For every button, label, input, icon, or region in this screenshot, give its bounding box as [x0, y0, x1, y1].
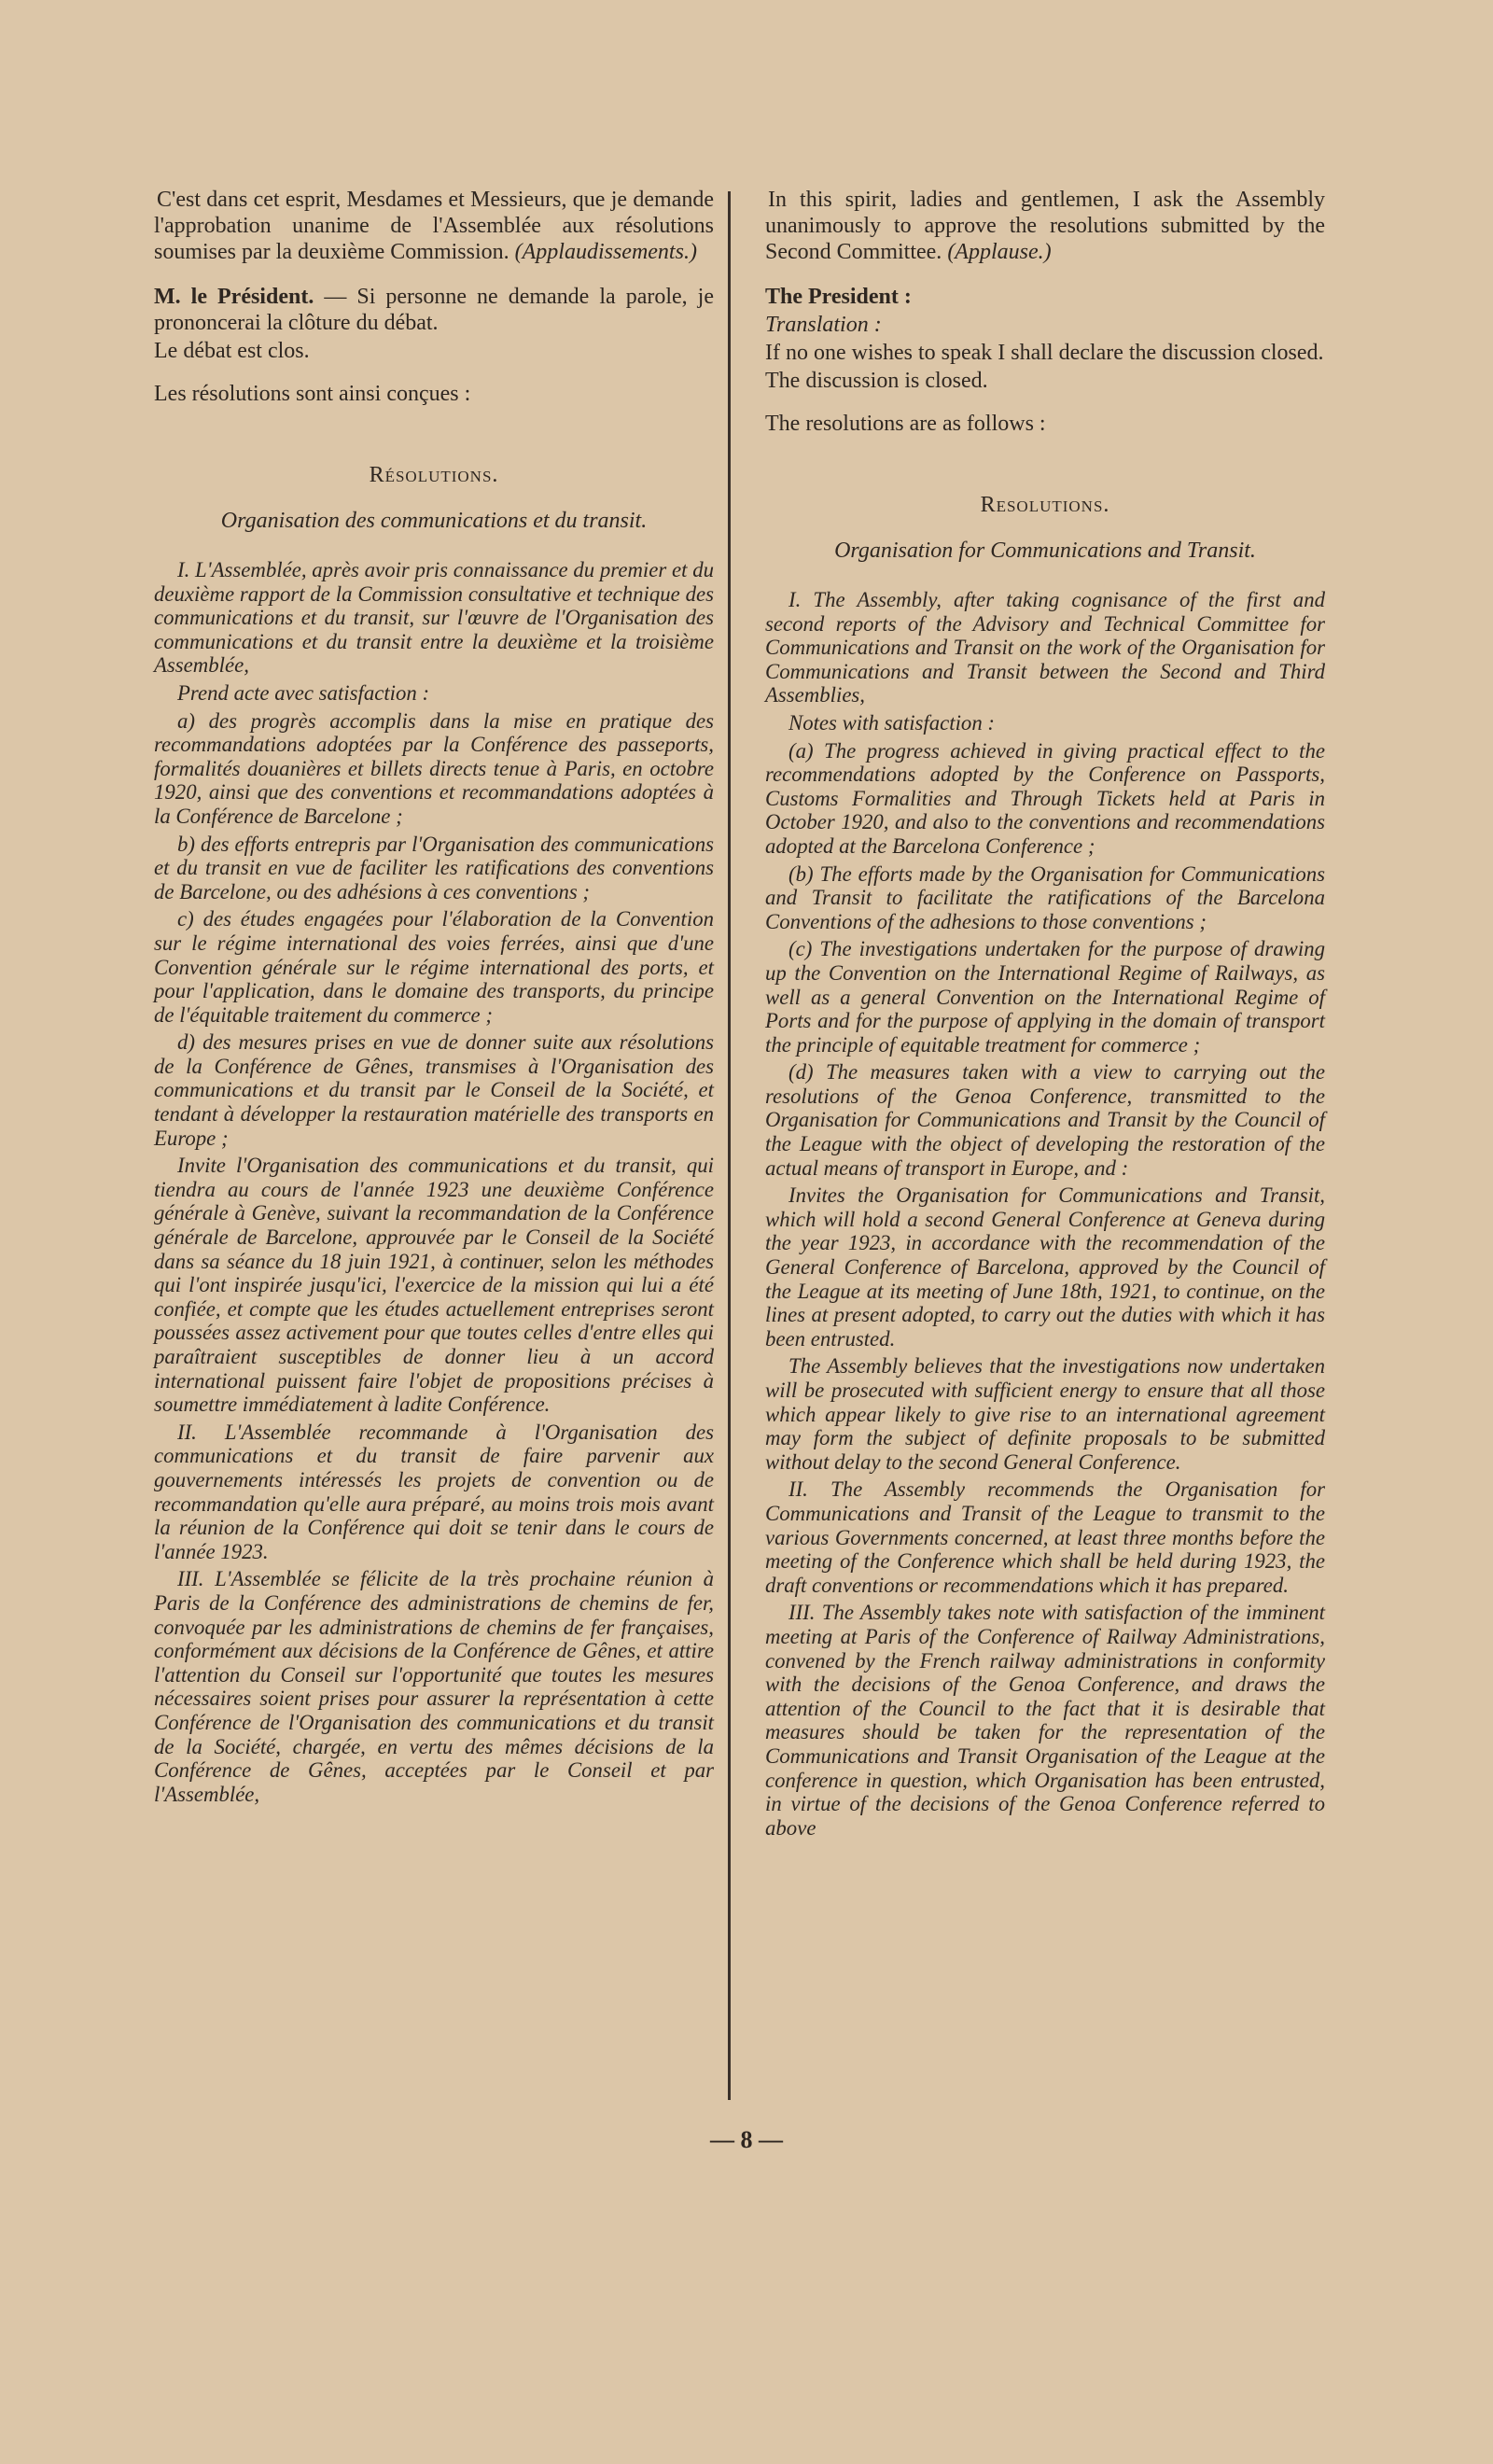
fr-resolution-paragraph: Invite l'Organisation des communications et du transit, qui tiendra au cours de l'année 1923 une deuxième Conférence générale à Genève, suivant la recommandation de la Conférence générale de Barcelone, approuvée par le Conseil de la Société dans sa séance du 18 juin 1921, à continuer, selon les méthodes qui l'ont inspirée jusqu'ici, l'exercice de la mission qui lui a été confiée, et compte que les études actuellement entreprises seront poussées assez activement pour que toutes celles d'entre elles qui paraîtraient susceptibles de donner lieu à un accord international puissent faire l'objet de propositions précises à soumettre immédiatement à ladite Conférence.	[154, 1154, 714, 1417]
fr-closed: Le débat est clos.	[154, 339, 310, 363]
fr-resolution-paragraph: II. L'Assemblée recommande à l'Organisation des communications et du transit de faire parvenir aux gouvernements intéressés les projets de convention ou de recommandation qu'elle aura préparé, au moins trois mois avant la réunion de la Conférence qui doit se tenir dans le cours de l'année 1923.	[154, 1420, 714, 1563]
en-resolution-paragraph: The Assembly believes that the investigations now undertaken will be prosecuted with sufficient energy to ensure that all those which appear likely to give rise to an international agreement may form the subject of definite proposals to be submitted without delay to the second General Conference.	[765, 1354, 1325, 1474]
en-resolution-paragraph: I. The Assembly, after taking cognisance of the first and second reports of the Advisory and Technical Committee for Communications and Transit on the work of the Organisation for Communications and Transit between the Second and Third Assemblies,	[765, 588, 1325, 707]
french-column	[154, 187, 714, 1810]
fr-president-label: M. le Président.	[154, 285, 314, 309]
fr-resolutions-body	[154, 558, 714, 1806]
fr-resolution-paragraph: b) des efforts entrepris par l'Organisation des communications et du transit en vue de faciliter les ratifications des conventions de Barcelone, ou des adhésions à ces conventions ;	[154, 832, 714, 903]
fr-resolution-paragraph: c) des études engagées pour l'élaboration de la Convention sur le régime international des voies ferrées, ainsi que d'une Convention générale sur le régime international des ports, et pour l'application, dans le domaine des transports, du principe de l'équitable traitement du commerce ;	[154, 907, 714, 1027]
fr-heading: Résolutions.	[369, 463, 499, 487]
fr-resolution-paragraph: a) des progrès accomplis dans la mise en pratique des recommandations adoptées par la Conférence des passeports, formalités douanières et billets directs tenue à Paris, en octobre 1920, ainsi que des conventions et recommandations adoptées à la Conférence de Barcelone ;	[154, 708, 714, 828]
en-resolution-paragraph: (a) The progress achieved in giving practical effect to the recommendations adopted by the Conference on Passports, Customs Formalities and Through Tickets held at Paris in October 1920, and also to the conventions and recommendations adopted at the Barcelona Conference ;	[765, 738, 1325, 858]
en-resolution-paragraph: (b) The efforts made by the Organisation for Communications and Transit to facilitate the ratifications of the Barcelona Conventions of the adhesions to those conventions ;	[765, 861, 1325, 933]
en-president-statement: If no one wishes to speak I shall declare the discussion closed.	[765, 341, 1324, 365]
fr-subheading: Organisation des communications et du transit.	[220, 509, 648, 533]
en-resolution-paragraph: Notes with satisfaction :	[788, 710, 996, 735]
en-president-block	[765, 284, 1325, 394]
en-closed: The discussion is closed.	[765, 369, 988, 393]
en-translation-label: Translation :	[765, 313, 882, 337]
en-resolution-paragraph: III. The Assembly takes note with satisfaction of the imminent meeting at Paris of the Conference of Railway Administrations, convened by the French railway administrations in conformity with the decisions of the Genoa Conference, and draws the attention of the Council to the fact that it is desirable that measures should be taken for the representation of the Communications and Transit Organisation of the League at the conference in question, which Organisation has been entrusted, in virtue of the decisions of the Genoa Conference referred to above	[765, 1601, 1325, 1840]
en-subheading: Organisation for Communications and Transit.	[834, 539, 1256, 563]
en-resolutions-body	[765, 588, 1325, 1840]
en-intro: In this spirit, ladies and gentlemen, I ask the Assembly unanimously to approve the resolutions submitted by the Second Committee. (Applause.)	[765, 188, 1325, 264]
fr-resolution-paragraph: III. L'Assemblée se félicite de la très prochaine réunion à Paris de la Conférence des administrations de chemins de fer, convoquée par les administrations de chemins de fer françaises, conformément aux décisions de la Conférence de Gênes, et attire l'attention du Conseil sur l'opportunité que toutes les mesures nécessaires soient prises pour assurer la représentation à cette Conférence de l'Organisation des communications et du transit de la Société, chargée, en vertu des mêmes décisions de la Conférence de Gênes, acceptées par le Conseil et par l'Assemblée,	[154, 1567, 714, 1806]
fr-president-block	[154, 284, 714, 364]
en-resolution-paragraph: (d) The measures taken with a view to carrying out the resolutions of the Genoa Conference, transmitted to the Organisation for Communications and Transit by the Council of the League with the object of developing the restoration of the actual means of transport in Europe, and :	[765, 1060, 1325, 1180]
fr-resolution-paragraph: d) des mesures prises en vue de donner suite aux résolutions de la Conférence de Gênes, transmises à l'Organisation des communications et du transit par le Conseil de la Société, et tendant à développer la restauration matérielle des transports en Europe ;	[154, 1030, 714, 1150]
english-column	[765, 187, 1325, 1843]
en-resolution-paragraph: II. The Assembly recommends the Organisation for Communications and Transit of the League to transmit to the various Governments concerned, at least three months before the meeting of the Conference which shall be held during 1923, the draft conventions or recommendations which it has prepared.	[765, 1477, 1325, 1597]
page-number: — 8 —	[710, 2126, 783, 2153]
column-divider	[728, 191, 731, 2100]
en-resolution-paragraph: (c) The investigations undertaken for the purpose of drawing up the Convention on the International Regime of Railways, as well as a general Convention on the International Regime of Ports and for the purpose of applying in the domain of transport the principle of equitable treatment for commerce ;	[765, 937, 1325, 1057]
fr-follows: Les résolutions sont ainsi conçues :	[154, 382, 471, 406]
fr-president-statement: M. le Président. — Si personne ne demande la parole, je prononcerai la clôture du débat.	[154, 285, 714, 335]
fr-resolution-paragraph: Prend acte avec satisfaction :	[177, 680, 430, 705]
en-heading: Resolutions.	[980, 493, 1110, 517]
en-follows: The resolutions are as follows :	[765, 412, 1046, 436]
en-resolution-paragraph: Invites the Organisation for Communications and Transit, which will hold a second General Conference at Geneva during the year 1923, in accordance with the recommendation of the General Conference of Barcelona, approved by the Council of the League at its meeting of June 18th, 1921, to continue, on the lines at present adopted, to carry out the duties with which it has been entrusted.	[765, 1183, 1325, 1351]
fr-intro: C'est dans cet esprit, Mesdames et Messieurs, que je demande l'approbation unanime de l'Assemblée aux résolutions soumises par la deuxième Commission. (Applaudissements.)	[154, 188, 714, 264]
en-president-label: The President :	[765, 285, 912, 309]
fr-resolution-paragraph: I. L'Assemblée, après avoir pris connaissance du premier et du deuxième rapport de la Commission consultative et technique des communications et du transit, sur l'œuvre de l'Organisation des communications et du transit entre la deuxième et la troisième Assemblée,	[154, 558, 714, 678]
